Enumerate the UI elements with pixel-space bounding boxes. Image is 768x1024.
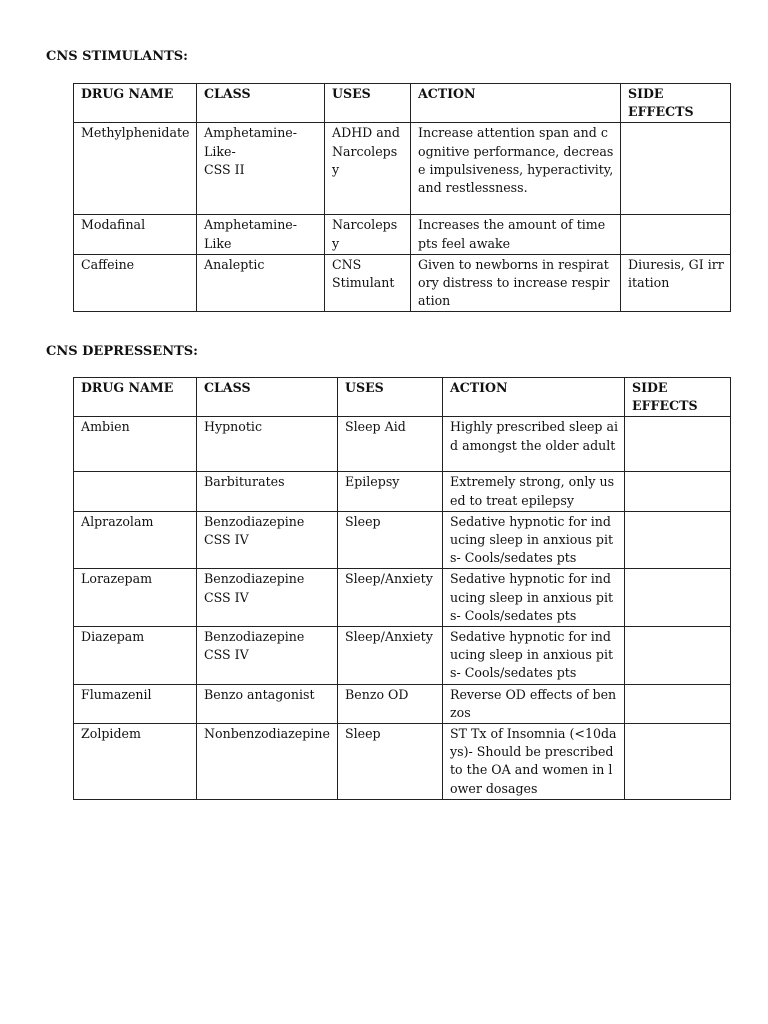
cell-uses: Sleep/Anxiety [338, 569, 443, 627]
cell-action: Reverse OD effects of benzos [443, 684, 625, 723]
cell-side-effects [625, 472, 731, 511]
cell-class: Barbiturates [197, 472, 338, 511]
depressants-heading: CNS DEPRESSENTS: [46, 344, 198, 359]
cell-action: Sedative hypnotic for inducing sleep in anxious pits- Cools/sedates pts [443, 569, 625, 627]
cell-drug-name: Zolpidem [74, 724, 197, 800]
stimulants-heading: CNS STIMULANTS: [46, 49, 188, 64]
header-class: CLASS [197, 84, 325, 123]
cell-class: Hypnotic [197, 417, 338, 472]
cell-uses: Benzo OD [338, 684, 443, 723]
cell-action: Given to newborns in respiratory distress to increase respiration [411, 254, 621, 312]
table-header-row [74, 378, 731, 417]
cell-side-effects [625, 417, 731, 472]
cell-uses: ADHD and Narcolepsy [325, 123, 411, 215]
table-row [74, 472, 731, 511]
header-uses: USES [325, 84, 411, 123]
table-header-row [74, 84, 731, 123]
cell-drug-name: Ambien [74, 417, 197, 472]
cell-side-effects [625, 569, 731, 627]
cell-uses: Epilepsy [338, 472, 443, 511]
cell-class: Benzodiazepine CSS IV [197, 511, 338, 569]
cell-side-effects [625, 511, 731, 569]
cell-class: Nonbenzodiazepine [197, 724, 338, 800]
cell-drug-name: Methylphenidate [74, 123, 197, 215]
table-row [74, 417, 731, 472]
cell-drug-name: Caffeine [74, 254, 197, 312]
stimulants-table [73, 83, 731, 312]
table-row [74, 215, 731, 254]
cell-action: Increases the amount of time pts feel awake [411, 215, 621, 254]
cell-uses: Sleep [338, 511, 443, 569]
cell-side-effects [621, 215, 731, 254]
header-action: ACTION [443, 378, 625, 417]
cell-uses: Sleep/Anxiety [338, 627, 443, 685]
depressants-table [73, 377, 731, 800]
cell-drug-name: Flumazenil [74, 684, 197, 723]
cell-action: Highly prescribed sleep aid amongst the older adult [443, 417, 625, 472]
cell-action: ST Tx of Insomnia (<10days)- Should be prescribed to the OA and women in lower dosages [443, 724, 625, 800]
header-side-effects: SIDE EFFECTS [621, 84, 731, 123]
cell-drug-name: Modafinal [74, 215, 197, 254]
cell-drug-name: Alprazolam [74, 511, 197, 569]
table-row [74, 724, 731, 800]
table-row [74, 627, 731, 685]
table-row [74, 684, 731, 723]
cell-class: Amphetamine- Like [197, 215, 325, 254]
table-row [74, 123, 731, 215]
cell-uses: Narcolepsy [325, 215, 411, 254]
table-row [74, 511, 731, 569]
cell-action: Sedative hypnotic for inducing sleep in anxious pits- Cools/sedates pts [443, 627, 625, 685]
cell-class: Benzodiazepine CSS IV [197, 569, 338, 627]
cell-side-effects [621, 123, 731, 215]
cell-class: Benzo antagonist [197, 684, 338, 723]
table-row [74, 569, 731, 627]
cell-action: Extremely strong, only used to treat epilepsy [443, 472, 625, 511]
header-uses: USES [338, 378, 443, 417]
cell-class: Amphetamine- Like- CSS II [197, 123, 325, 215]
cell-side-effects: Diuresis, GI irritation [621, 254, 731, 312]
header-drug-name: DRUG NAME [74, 84, 197, 123]
cell-side-effects [625, 684, 731, 723]
cell-class: Analeptic [197, 254, 325, 312]
cell-class: Benzodiazepine CSS IV [197, 627, 338, 685]
header-drug-name: DRUG NAME [74, 378, 197, 417]
cell-drug-name: Diazepam [74, 627, 197, 685]
cell-drug-name: Lorazepam [74, 569, 197, 627]
cell-side-effects [625, 627, 731, 685]
header-class: CLASS [197, 378, 338, 417]
cell-action: Increase attention span and cognitive performance, decrease impulsiveness, hyperactivity, and restlessness. [411, 123, 621, 215]
header-side-effects: SIDE EFFECTS [625, 378, 731, 417]
cell-side-effects [625, 724, 731, 800]
cell-uses: Sleep [338, 724, 443, 800]
cell-action: Sedative hypnotic for inducing sleep in anxious pits- Cools/sedates pts [443, 511, 625, 569]
cell-drug-name [74, 472, 197, 511]
table-row [74, 254, 731, 312]
header-action: ACTION [411, 84, 621, 123]
cell-uses: Sleep Aid [338, 417, 443, 472]
cell-uses: CNS Stimulant [325, 254, 411, 312]
